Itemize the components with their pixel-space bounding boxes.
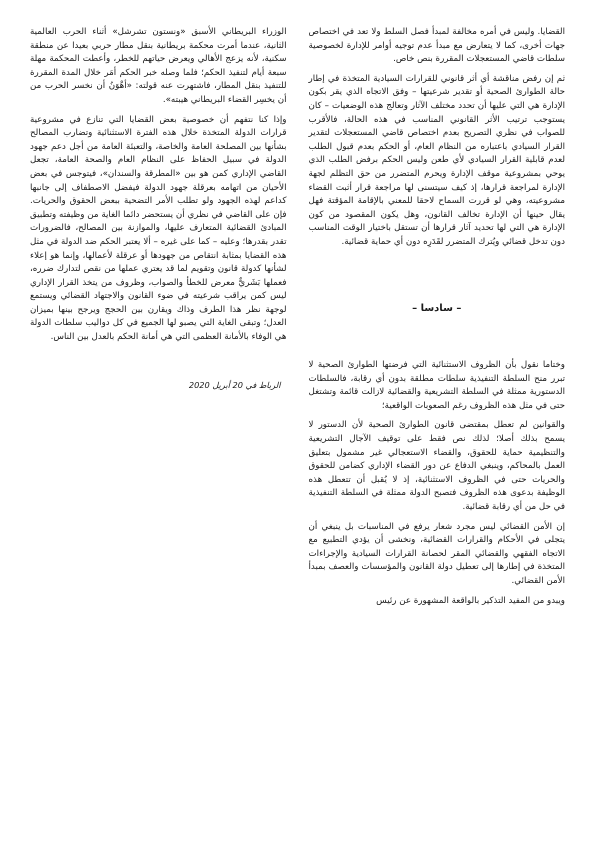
paragraph: الوزراء البريطاني الأسبق «ونستون تشرشل» أثناء الحرب العالمية الثانية، عندما أمرت محكمة بريطانية بنقل مطار حربي بعيدا عن منطقة سكنية، لأنه يزعج الأهالي ويعرض حياتهم للخطر، وأعطت المحكمة مهلة سبعة أيام لتنفيذ الحكم؛ فلما وصله خبر الحكم أمَر خلال المدة المقررة للتنفيذ بنقل المطار، فاشتهرت عنه قولته: «أهْوَنُ أن نخسر الحرب من أن يخسِر القضاء البريطاني هيبته». — [30, 27, 287, 105]
paragraph: إن الأمن القضائي ليس مجرد شعار يرفع في المناسبات بل ينبغي أن يتجلى في الأحكام والقرارات القضائية، ونخشى أن يؤدي التطبيع مع الاتجاه الفقهي والقضائي المقر لحصانة القرارات السيادية والإجراءات المتخذة في إطارها إلى تعطيل دولة القانون والمؤسسات والعصف بمبدأ الأمن القضائي. — [308, 521, 565, 586]
dateline: الرباط في 20 أبريل 2020 — [188, 379, 281, 390]
paragraph: القضايا. وليس في أمره مخالفة لمبدأ فصل السلط ولا تعد في اختصاص جهات أخرى، كما لا يتعارض مع مبدأ عدم توجيه أوامر للإدارة لخصوصية سلطات قاضي المستعجلات المقررة بنص خاص. — [308, 27, 565, 65]
paragraph: ثم إن رفض مناقشة أي أثر قانوني للقرارات السيادية المتخذة في إطار حالة الطوارئ الصحية أو تقدير شرعيتها – وفق الاتجاه الذي يقر بكون الإدارة هي التي عليها أن تحدد مختلف الآثار وتعالج هذه الوضعيات – كان يستوجب ترتيب الأثر القانوني المناسب في هذه الحالة، فالأقرب للصواب في نظري التصريح بعدم اختصاص قاضي المستعجلات لتقدير القرار السيادي باعتباره من النظام العام، أو الحكم بعدم قبول الطلب لعدم قابلية القرار السيادي لأي طعن وليس الحكم برفض الطلب الذي يوحي بمشروعية موقف الإدارة ويحرم المتضرر من حق التظلم لجهة الإدارة لمراجعة قرارها، إذ كيف سيتسنى لها مراجعة قرار أثبت القضاء مشروعيته، وهي لو قررت السماح لاحقا للمعني بالإقامة المؤقتة فهل يقال حينها أن الإدارة تخالف القانون، وهل يكون المقصود من كون الإدارة هي التي لها تحديد آثار قرارها أن تستقل باختيار الوقت المناسب دون تدخل قضائي ويُترك المتضرر لقَدَرِه دون أي حماية قضائية. — [308, 73, 565, 247]
blank-space — [30, 392, 287, 828]
left-column — [30, 26, 287, 828]
right-column — [309, 26, 566, 828]
paragraph: وختاما نقول بأن الظروف الاستثنائية التي فرضتها الطوارئ الصحية لا تبرر منح السلطة التنفيذية سلطات مطلقة بدون أي رقابة، فالسلطات الدستورية ممثلة في السلطة التشريعية والقضائية لازالت قائمة وتشتغل حتى في مثل هذه الظروف رغم الصعوبات الواقعية؛ — [308, 360, 565, 411]
section-heading: – سادسا – — [412, 302, 462, 314]
paragraph: والقوانين لم تعطل بمقتضى قانون الطوارئ الصحية لأن الدستور لا يسمح بذلك أصلا؛ لذلك نص فقط على توقيف الآجال التشريعية والتنظيمية حماية للحقوق، والقضاء الاستعجالي غير مشمول بتعليق العمل بالمحاكم، وينبغي الدفاع عن دور القضاء الإداري كضامن للحقوق والحريات حتى في الظروف الاستثنائية، إذ لا يُقبل أن تتعطل هذه الوظيفة بدعوى هذه الظروف فتصبح الدولة ممثلة في السلطة التنفيذية في حل من أي رقابة قضائية. — [308, 420, 565, 513]
paragraph: ويبدو من المفيد التذكير بالواقعة المشهورة عن رئيس — [376, 595, 565, 606]
paragraph: وإذا كنا نتفهم أن خصوصية بعض القضايا التي تنازع في مشروعية قرارات الدولة المتخذة خلال هذه الفترة الاستثنائية وتضارب المصالح بشأنها بين المصلحة العامة والخاصة، والتعبئة العامة من أجل دعم جهود الدولة في سبيل الحفاظ على النظام العام والصحة العامة، تجعل القاضي الإداري كمن هو بين «المطرقة والسندان»، فيتوجس في بعض الأحيان من اتهامه بعرقلة جهود الدولة فيفضل الاصطفاف إلى جانبها كداعم لهذه الجهود ولو تطلب الأمر التضحية ببعض الحقوق والحريات. فإن على القاضي في نظري أن يستحضر دائما الغاية من وظيفته وتطبيق المبادئ القضائية المتعارف عليها، والموازنة بين المصالح، فالضرورات تقدر بقدرها؛ وعليه – كما على غيره – ألا يعتبر الحكم ضد الدولة في مثل هذه القضايا بمثابة انتقاص من جهودها أو عرقلة لأعمالها، وإنما هو إعلاء لشأنها كدولة قانون وتقويم لما قد يعتري عملها من نقص لتدارك ضرره، فعملها بَشَريٌّ معرض للخطأ والصواب، وظروف من يتخذ القرار الإداري ليس كمن يراقب شرعيته في ضوء القانون والاجتهاد القضائي ويستمع لوجهة نظر هذا الطرف وذاك ويقارن بين الحجج ويرجح بينها بميزان العدل؛ وتبقى الغاية التي يصبو لها الجميع في كل دواليب سلطات الدولة هي الوفاء بالأمانة العظمى التي هي أمانة الحكم بالعدل بين الناس. — [30, 114, 287, 343]
